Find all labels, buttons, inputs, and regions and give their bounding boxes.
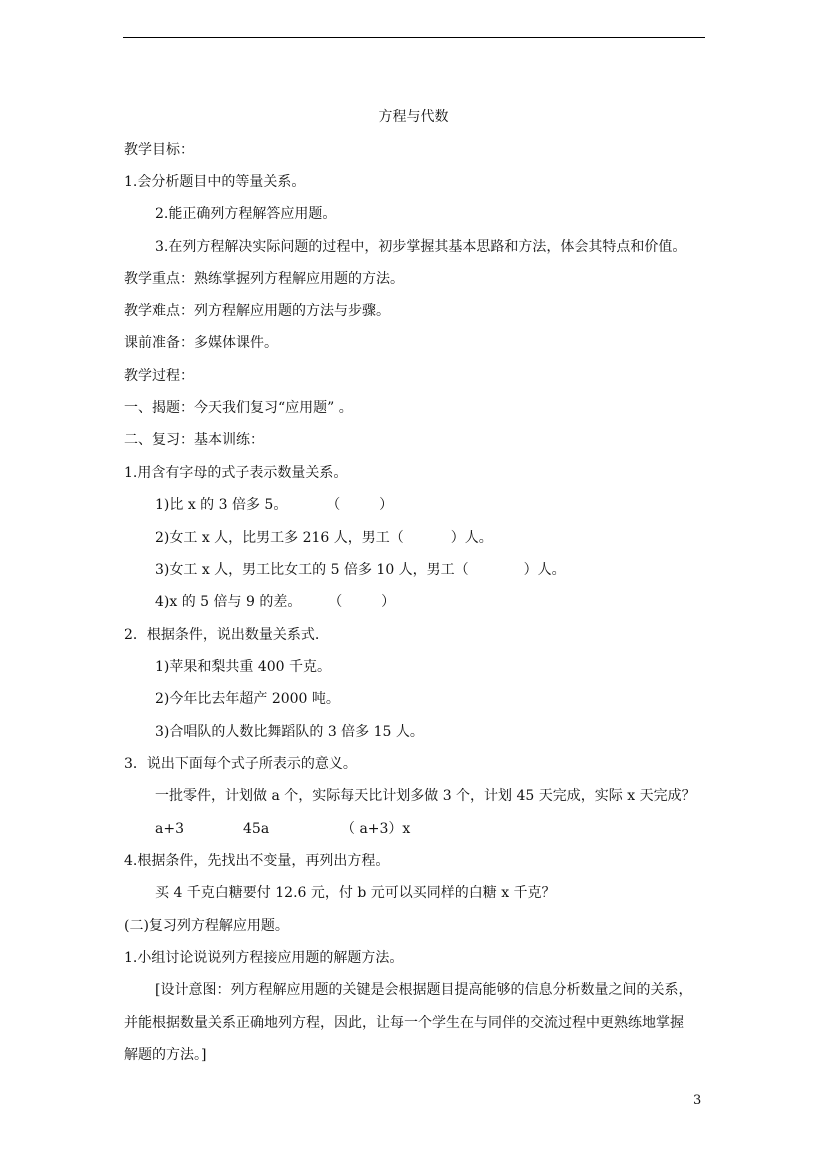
group-discussion: 1.小组讨论说说列方程接应用题的解题方法。 xyxy=(124,950,404,966)
exercise-text: 1)比 x 的 3 倍多 5。 xyxy=(155,497,288,513)
answer-blank-close: ） xyxy=(381,594,396,610)
parts-problem: 一批零件，计划做 a 个，实际每天比计划多做 3 个，计划 45 天完成，实际 x 天完成？ xyxy=(155,788,696,804)
condition-1: 1)苹果和梨共重 400 千克。 xyxy=(155,659,331,675)
objective-2: 2.能正确列方程解答应用题。 xyxy=(155,206,337,222)
task-2-heading: 2．根据条件，说出数量关系式. xyxy=(124,627,320,643)
key-point: 教学重点：熟练掌握列方程解应用题的方法。 xyxy=(124,271,404,287)
exercise-3 xyxy=(155,561,566,579)
exercise-text: 2)女工 x 人，比男工多 216 人，男工（ xyxy=(155,530,404,546)
answer-blank-close: ）人。 xyxy=(450,530,493,546)
expression-45a: 45a xyxy=(243,821,270,837)
header-rule xyxy=(123,37,705,38)
section-introduction: 一、揭题：今天我们复习“应用题” 。 xyxy=(124,400,353,416)
task-4-heading: 4.根据条件，先找出不变量，再列出方程。 xyxy=(124,853,390,869)
design-intent-line-3: 解题的方法。] xyxy=(124,1047,207,1063)
answer-blank-open: （ xyxy=(326,497,341,513)
exercise-text: 4)x 的 5 倍与 9 的差。 xyxy=(155,594,302,610)
preparation: 课前准备：多媒体课件。 xyxy=(124,335,278,351)
task-3-heading: 3．说出下面每个式子所表示的意义。 xyxy=(124,756,357,772)
sugar-problem: 买 4 千克白糖要付 12.6 元，付 b 元可以买同样的白糖 x 千克？ xyxy=(155,885,556,901)
condition-3: 3)合唱队的人数比舞蹈队的 3 倍多 15 人。 xyxy=(155,724,424,740)
exercise-1 xyxy=(155,496,393,514)
answer-blank-close: ） xyxy=(379,497,394,513)
objective-1: 1.会分析题目中的等量关系。 xyxy=(124,174,306,190)
answer-blank-close: ）人。 xyxy=(523,562,566,578)
difficult-point: 教学难点：列方程解应用题的方法与步骤。 xyxy=(124,303,390,319)
process-heading: 教学过程： xyxy=(124,368,194,384)
page-number: 3 xyxy=(693,1093,702,1108)
answer-blank-open: （ xyxy=(328,594,343,610)
design-intent-line-1: [设计意图：列方程解应用题的关键是会根据题目提高能够的信息分析数量之间的关系， xyxy=(155,982,693,998)
exercise-2 xyxy=(155,529,493,547)
document-title: 方程与代数 xyxy=(378,109,449,125)
design-intent-line-2: 并能根据数量关系正确地列方程，因此，让每一个学生在与同伴的交流过程中更熟练地掌握 xyxy=(124,1015,684,1031)
expression-a-plus-3-times-x: （ a+3）x xyxy=(341,821,411,837)
section-review: 二、复习：基本训练： xyxy=(124,432,264,448)
objective-3: 3.在列方程解决实际问题的过程中，初步掌握其基本思路和方法，体会其特点和价值。 xyxy=(155,239,687,255)
expression-a-plus-3: a+3 xyxy=(155,821,184,837)
objectives-heading: 教学目标： xyxy=(124,142,194,158)
task-1-heading: 1.用含有字母的式子表示数量关系。 xyxy=(124,465,348,481)
exercise-text: 3)女工 x 人，男工比女工的 5 倍多 10 人，男工（ xyxy=(155,562,469,578)
condition-2: 2)今年比去年超产 2000 吨。 xyxy=(155,691,340,707)
exercise-4 xyxy=(155,593,395,611)
section-review-equations: (二)复习列方程解应用题。 xyxy=(124,918,289,934)
